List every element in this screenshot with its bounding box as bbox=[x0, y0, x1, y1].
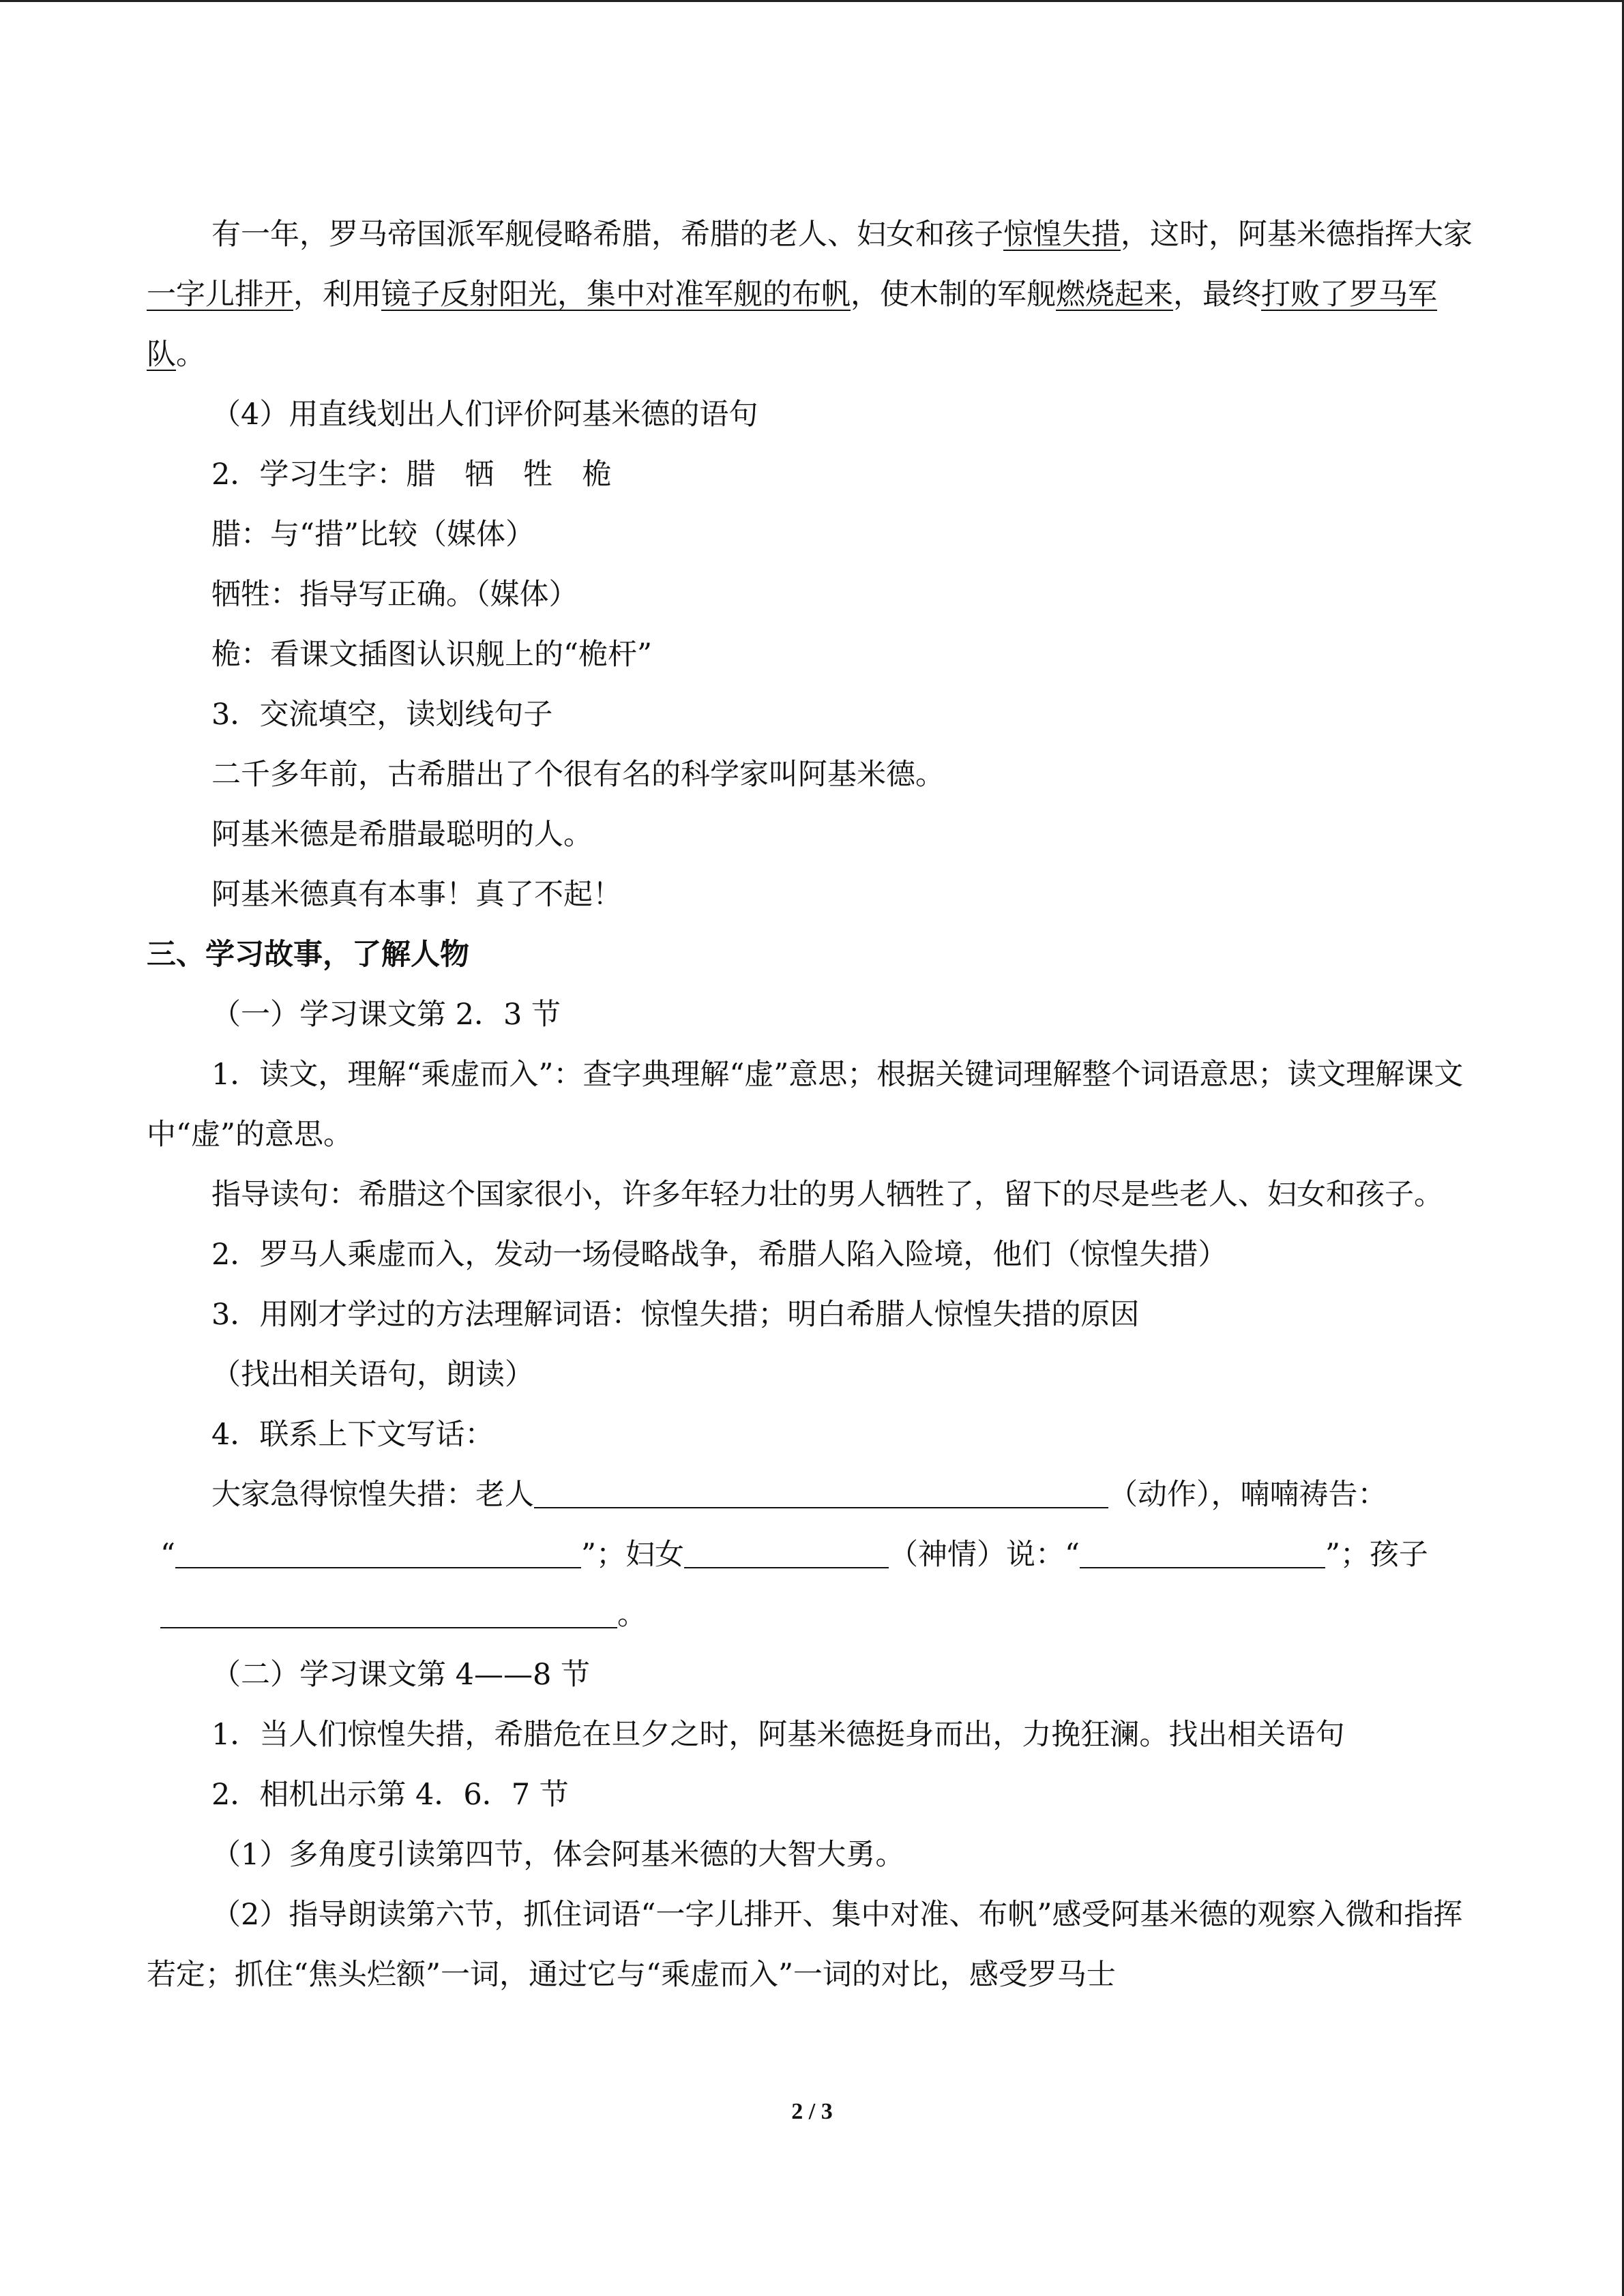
answer-blank[interactable] bbox=[534, 1474, 1108, 1508]
character-note: 桅：看课文插图认识舰上的“桅杆” bbox=[211, 638, 652, 672]
text-span: “ bbox=[160, 1538, 175, 1572]
document-body bbox=[147, 205, 1477, 2005]
answer-blank[interactable] bbox=[160, 1594, 617, 1628]
section-item: 1．读文，理解“乘虚而入”：查字典理解“虚”意思；根据关键词理解整个词语意思；读文理解课文中“虚”的意思。 bbox=[147, 1058, 1464, 1152]
answer-blank[interactable] bbox=[175, 1534, 581, 1568]
section-item: 2．相机出示第 4．6．7 节 bbox=[211, 1778, 569, 1812]
story-paragraph bbox=[147, 205, 1477, 385]
text-span: 。 bbox=[176, 338, 205, 372]
character-note: 腊：与“措”比较（媒体） bbox=[211, 518, 535, 552]
paragraph: 指导读句：希腊这个国家很小，许多年轻力壮的男人牺牲了，留下的尽是些老人、妇女和孩子。 bbox=[211, 1178, 1443, 1212]
subsection-heading: （一）学习课文第 2．3 节 bbox=[211, 998, 561, 1032]
instruction-line: （4）用直线划出人们评价阿基米德的语句 bbox=[211, 398, 758, 432]
underlined-phrase: 燃烧起来 bbox=[1056, 278, 1173, 312]
text-span: ”；孩子 bbox=[1325, 1538, 1428, 1572]
instruction-line: （找出相关语句，朗读） bbox=[211, 1358, 534, 1392]
answer-blank[interactable] bbox=[1080, 1534, 1325, 1568]
text-span: ，利用 bbox=[293, 278, 381, 312]
text-span: ，最终 bbox=[1173, 278, 1261, 312]
page-number: 2 / 3 bbox=[791, 2099, 833, 2124]
answer-blank[interactable] bbox=[684, 1534, 889, 1568]
text-span: 。 bbox=[617, 1598, 647, 1632]
fill-in-exercise bbox=[147, 1525, 1477, 1645]
section-item: 2．罗马人乘虚而入，发动一场侵略战争，希腊人陷入险境，他们（惊惶失措） bbox=[211, 1238, 1228, 1272]
text-span: ”；妇女 bbox=[580, 1538, 684, 1572]
sentence-line: 二千多年前，古希腊出了个很有名的科学家叫阿基米德。 bbox=[211, 758, 945, 792]
subsection-heading: （二）学习课文第 4——8 节 bbox=[211, 1658, 591, 1692]
sentence-line: 阿基米德真有本事！真了不起！ bbox=[211, 878, 622, 912]
section-heading: 三、学习故事，了解人物 bbox=[147, 938, 469, 972]
sentence-line: 阿基米德是希腊最聪明的人。 bbox=[211, 818, 593, 852]
section-item: 1．当人们惊惶失措，希腊危在旦夕之时，阿基米德挺身而出，力挽狂澜。找出相关语句 bbox=[211, 1718, 1345, 1752]
text-span: 有一年，罗马帝国派军舰侵略希腊，希腊的老人、妇女和孩子 bbox=[211, 218, 1003, 252]
section-item: 2．学习生字：腊 牺 牲 桅 bbox=[211, 458, 612, 492]
underlined-phrase: 惊惶失措 bbox=[1003, 218, 1121, 252]
instruction-line: （1）多角度引读第四节，体会阿基米德的大智大勇。 bbox=[211, 1838, 905, 1872]
instruction-line: （2）指导朗读第六节，抓住词语“一字儿排开、集中对准、布帆”感受阿基米德的观察入微和指挥若定；抓住“焦头烂额”一词，通过它与“乘虚而入”一词的对比，感受罗马士 bbox=[147, 1898, 1463, 1992]
section-item: 3．用刚才学过的方法理解词语：惊惶失措；明白希腊人惊惶失措的原因 bbox=[211, 1298, 1140, 1332]
fill-in-exercise bbox=[147, 1465, 1477, 1525]
underlined-phrase: 一字儿排开 bbox=[147, 278, 293, 312]
underlined-phrase: 打败了罗马军队 bbox=[147, 278, 1437, 372]
section-item: 4．联系上下文写话： bbox=[211, 1418, 494, 1452]
text-span: 大家急得惊惶失措：老人 bbox=[211, 1478, 534, 1512]
character-note: 牺牲：指导写正确。（媒体） bbox=[211, 578, 578, 612]
section-item: 3．交流填空，读划线句子 bbox=[211, 698, 553, 732]
text-span: ，这时，阿基米德指挥大家 bbox=[1121, 218, 1473, 252]
text-span: （神情）说：“ bbox=[888, 1538, 1080, 1572]
text-span: ，使木制的军舰 bbox=[851, 278, 1056, 312]
text-span: （动作），喃喃祷告： bbox=[1108, 1478, 1387, 1512]
underlined-phrase: 镜子反射阳光，集中对准军舰的布帆 bbox=[381, 278, 851, 312]
